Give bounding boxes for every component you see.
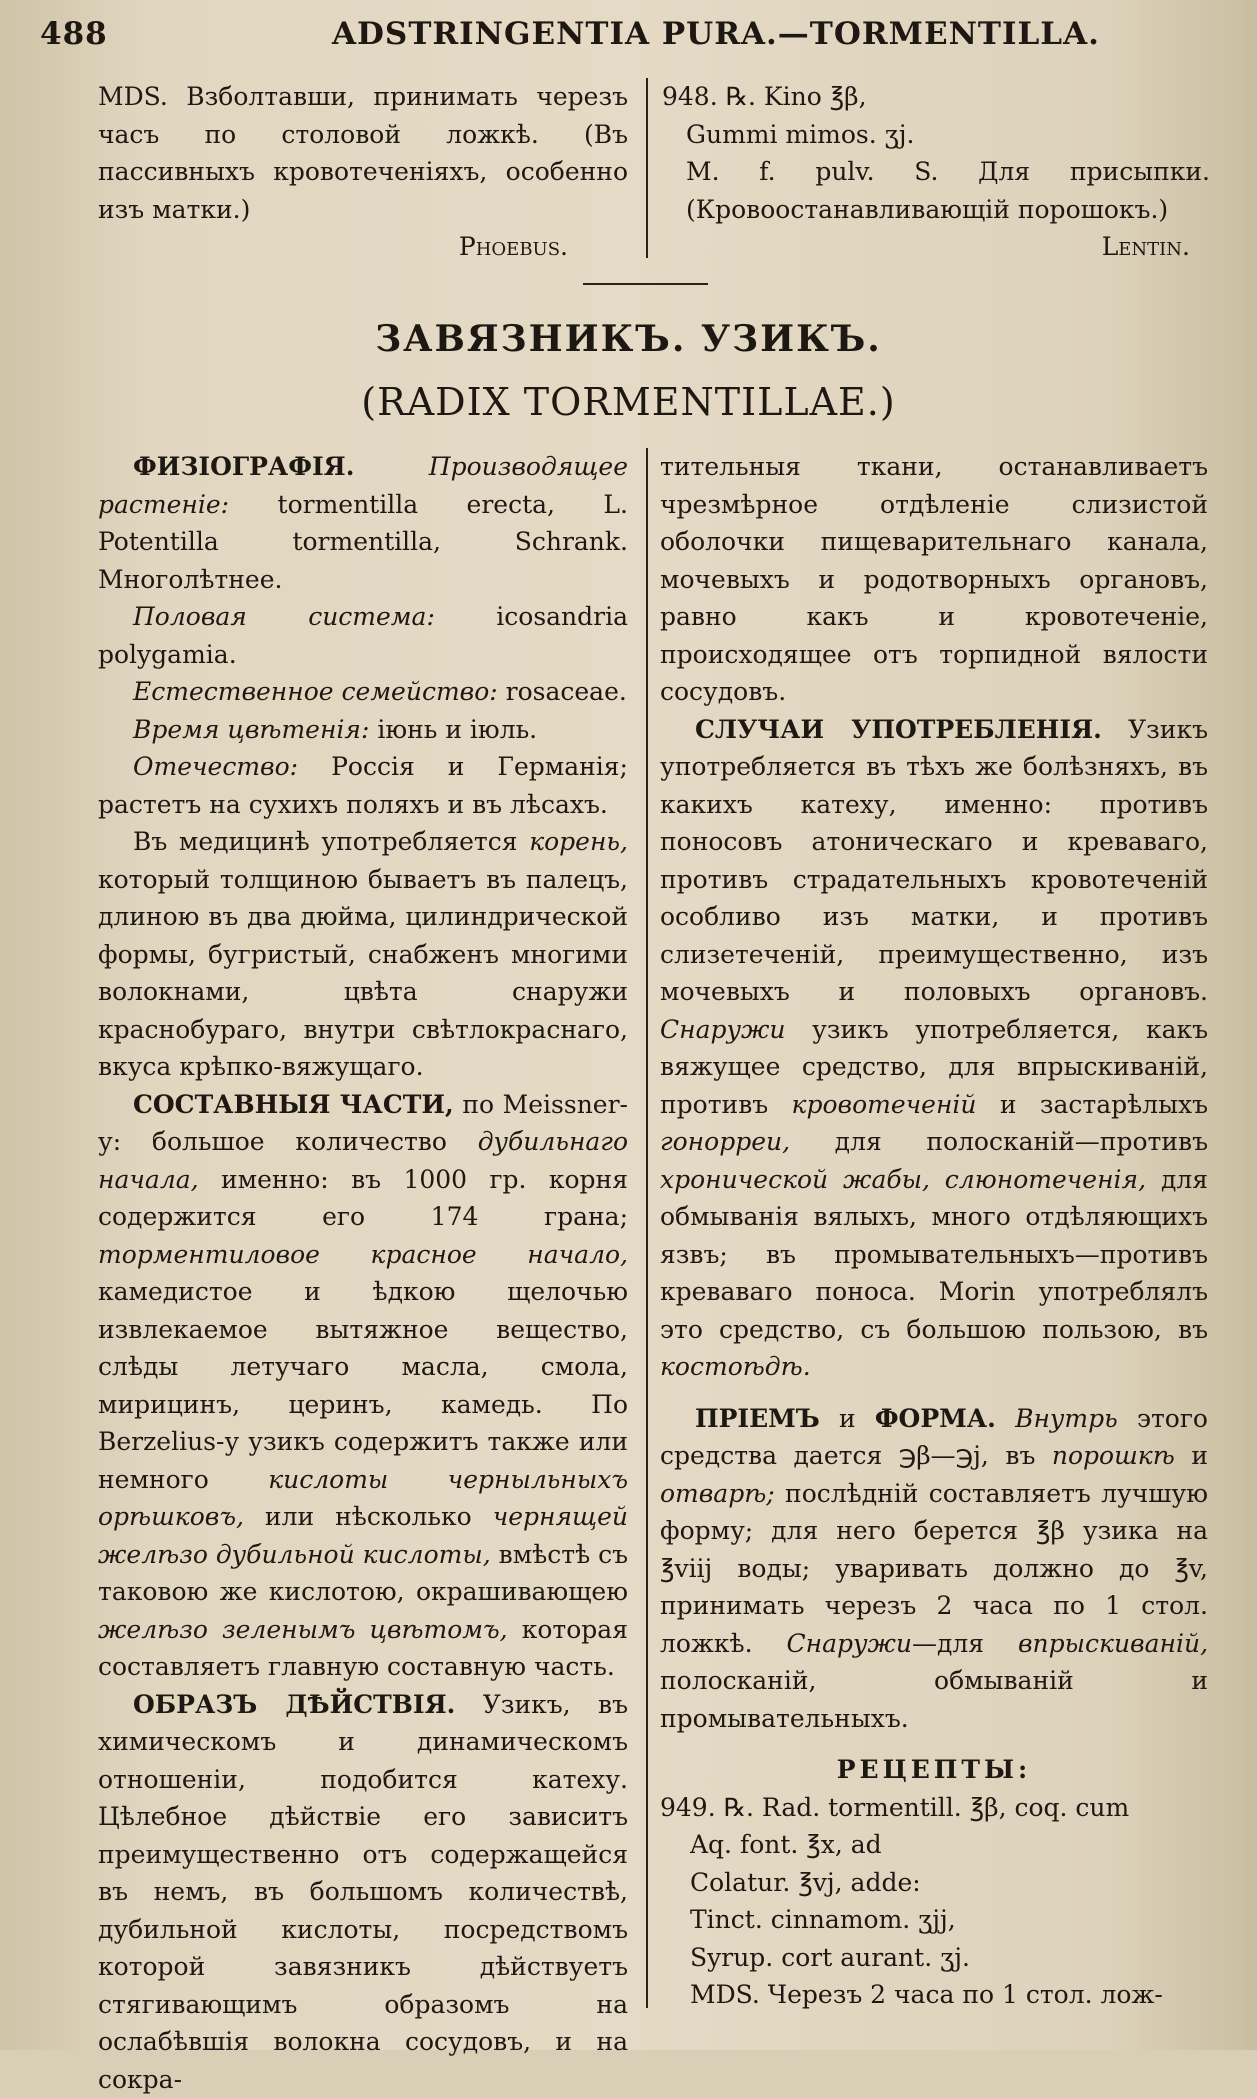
components-keyword-3: кислоты черныльныхъ орѣшковъ, — [98, 1465, 628, 1532]
physiography-paragraph — [98, 448, 628, 598]
dose-text-4: —для — [912, 1629, 984, 1658]
cases-text-3: и застарѣлыхъ — [1000, 1090, 1208, 1119]
cases-paragraph — [660, 711, 1208, 1386]
cases-text-1: Узикъ употребляется въ тѣхъ же болѣзняхъ, въ какихъ катеху, именно: противъ поносовъ атоническаго и креваваго, противъ страдательныхъ кровотеченій особливо изъ матки, и противъ слизетеченій, преимущественно, изъ мочевыхъ и половыхъ органовъ. — [660, 715, 1208, 1007]
recipe-949-line5: Syrup. cort aurant. ʒj. — [660, 1939, 1208, 1977]
section-title: ЗАВЯЗНИКЪ. УЗИКЪ. — [0, 318, 1257, 360]
homeland-paragraph — [98, 748, 628, 823]
prescription-947-text: MDS. Взболтавши, принимать черезъ часъ по столовой ложкѣ. (Въ пассивныхъ кровотеченіяхъ, особенно изъ матки.) — [98, 78, 628, 228]
recipes-heading: РЕЦЕПТЫ: — [660, 1751, 1208, 1789]
family-text: rosaceae. — [506, 677, 627, 706]
dose-keyword-2: порошкѣ — [1052, 1441, 1175, 1470]
physiography-text: tormentilla erecta, L. Potentilla tormentilla, Schrank. Многолѣтнее. — [98, 490, 628, 594]
components-keyword-2: торментиловое красное начало, — [98, 1240, 628, 1269]
dose-text-3: послѣдній составляетъ лучшую форму; для него берется ℥β узика на ℥viij воды; уваривать должно до ℥v, принимать черезъ 2 часа по 1 стол. ложкѣ. — [660, 1479, 1208, 1658]
components-heading: СОСТАВНЫЯ ЧАСТИ, — [133, 1090, 454, 1119]
bloom-text: іюнь и іюль. — [377, 715, 537, 744]
dose-keyword-5: впрыскиваній, — [1018, 1629, 1208, 1658]
cases-keyword-3: гонорреи, — [660, 1127, 790, 1156]
cases-keyword-1: Снаружи — [660, 1015, 786, 1044]
dose-keyword-4: Снаружи — [787, 1629, 913, 1658]
recipe-949-line3: Colatur. ℥vj, adde: — [660, 1864, 1208, 1902]
prescription-948-line1: 948. ℞. Kino ℥β, — [662, 78, 1210, 116]
prescription-948-line2: Gummi mimos. ʒj. — [662, 116, 1210, 154]
bloom-paragraph — [98, 711, 628, 749]
top-left-column — [98, 78, 628, 266]
components-text-3: камедистое и ѣдкою щелочью извлекаемое вытяжное вещество, слѣды летучаго масла, смола, мирицинъ, церинъ, камедь. По Berzelius-у узикъ содержитъ также или немного — [98, 1277, 628, 1494]
dose-heading: ПРІЕМЪ — [695, 1404, 820, 1433]
cases-text-2: узикъ употребляется, какъ вяжущее средство, для впрыскиваній, противъ — [660, 1015, 1208, 1119]
homeland-text: Россія и Германія; растетъ на сухихъ поляхъ и въ лѣсахъ. — [98, 752, 628, 819]
prescription-948-line3: M. f. pulv. S. Для присыпки. (Кровоостанавливающій порошокъ.) — [662, 153, 1210, 228]
dose-text-2: и — [1191, 1441, 1208, 1470]
author-phoebus: Phoebus. — [98, 228, 628, 266]
action-text: Узикъ, въ химическомъ и динамическомъ отношеніи, подобится катеху. Цѣлебное дѣйствіе его зависитъ преимущественно отъ содержащейся въ немъ, въ большомъ количествѣ, дубильной кислоты, посредствомъ которой завязникъ дѣйствуетъ стягивающимъ образомъ на ослабѣвшія волокна сосудовъ, и на сокра- — [98, 1690, 628, 2094]
dose-and: и — [839, 1404, 856, 1433]
bloom-label: Время цвѣтенія: — [133, 715, 369, 744]
root-keyword: корень, — [529, 827, 628, 856]
root-text-1: Въ медицинѣ употребляется — [133, 827, 518, 856]
components-text-6: которая составляетъ главную составную часть. — [98, 1615, 628, 1682]
author-lentin: Lentin. — [662, 228, 1210, 266]
components-keyword-5: желѣзо зеленымъ цвѣтомъ, — [98, 1615, 508, 1644]
recipe-949-line4: Tinct. cinnamom. ʒjj, — [660, 1901, 1208, 1939]
section-divider-rule — [583, 283, 708, 285]
components-keyword-4: чернящей желѣзо дубильной кислоты, — [98, 1502, 628, 1569]
components-text-4: или нѣсколько — [265, 1502, 472, 1531]
physiography-heading: ФИЗIОГРАФIЯ. — [133, 452, 354, 481]
dose-text-1: этого средства дается ℈β—℈j, въ — [660, 1404, 1208, 1471]
cases-heading: СЛУЧАИ УПОТРЕБЛЕНІЯ. — [695, 715, 1102, 744]
root-text-2: который толщиною бываетъ въ палецъ, длиною въ два дюйма, цилиндрической формы, бугристый, снабженъ многими волокнами, цвѣта снаружи краснобураго, внутри свѣтлокраснаго, вкуса крѣпко-вяжущаго. — [98, 865, 628, 1082]
components-text-5: вмѣстѣ съ таковою же кислотою, окрашивающею — [98, 1540, 628, 1607]
cases-keyword-4: хронической жабы, слюнотеченія, — [660, 1165, 1146, 1194]
action-paragraph — [98, 1686, 628, 2098]
main-right-column — [660, 448, 1208, 2014]
dose-heading-2: ФОРМА. — [875, 1404, 996, 1433]
cases-keyword-5: костоѣдѣ. — [660, 1352, 811, 1381]
cases-keyword-2: кровотеченій — [792, 1090, 977, 1119]
dose-keyword-1: Внутрь — [1015, 1404, 1118, 1433]
root-paragraph — [98, 823, 628, 1086]
section-latin-title: (RADIX TORMENTILLAE.) — [0, 380, 1257, 424]
sex-system-text: icosandria polygamia. — [98, 602, 628, 669]
sex-system-paragraph — [98, 598, 628, 673]
recipe-949-line2: Aq. font. ℥x, ad — [660, 1826, 1208, 1864]
family-label: Естественное семейство: — [133, 677, 498, 706]
components-text-2: именно: въ 1000 гр. корня содержится его 174 грана; — [98, 1165, 628, 1232]
family-paragraph — [98, 673, 628, 711]
sex-system-label: Половая система: — [133, 602, 435, 631]
dose-text-5: полосканій, обмываній и промывательныхъ. — [660, 1666, 1208, 1733]
recipe-949-line6: MDS. Черезъ 2 часа по 1 стол. лож- — [660, 1976, 1208, 2014]
main-left-column — [98, 448, 628, 2098]
action-continuation: тительныя ткани, останавливаетъ чрезмѣрное отдѣленіе слизистой оболочки пищеварительнаго канала, мочевыхъ и родотворныхъ органовъ, равно какъ и кровотеченіе, происходящее отъ торпидной вялости сосудовъ. — [660, 448, 1208, 711]
running-head — [20, 12, 1237, 56]
dose-paragraph — [660, 1400, 1208, 1738]
cases-text-5: для обмыванія вялыхъ, много отдѣляющихъ язвъ; въ промывательныхъ—противъ креваваго поноса. Morin употреблялъ это средство, съ большою пользою, въ — [660, 1165, 1208, 1344]
top-right-column — [662, 78, 1210, 266]
main-column-divider — [646, 448, 648, 2008]
physiography-label: Производящее растеніе: — [98, 452, 628, 519]
top-column-divider — [646, 78, 648, 258]
recipe-949-line1: 949. ℞. Rad. tormentill. ℥β, coq. cum — [660, 1789, 1208, 1827]
components-keyword-1: дубильнаго начала, — [98, 1127, 628, 1194]
cases-text-4: для полосканій—противъ — [835, 1127, 1208, 1156]
running-title: ADSTRINGENTIA PURA.—TORMENTILLA. — [332, 16, 1100, 52]
page-number: 488 — [40, 16, 108, 52]
components-text-1: по Meissner-у: большое количество — [98, 1090, 628, 1157]
dose-keyword-3: отварѣ; — [660, 1479, 775, 1508]
homeland-label: Отечество: — [133, 752, 298, 781]
action-heading: ОБРАЗЪ ДѢЙСТВІЯ. — [133, 1690, 455, 1719]
components-paragraph — [98, 1086, 628, 1686]
